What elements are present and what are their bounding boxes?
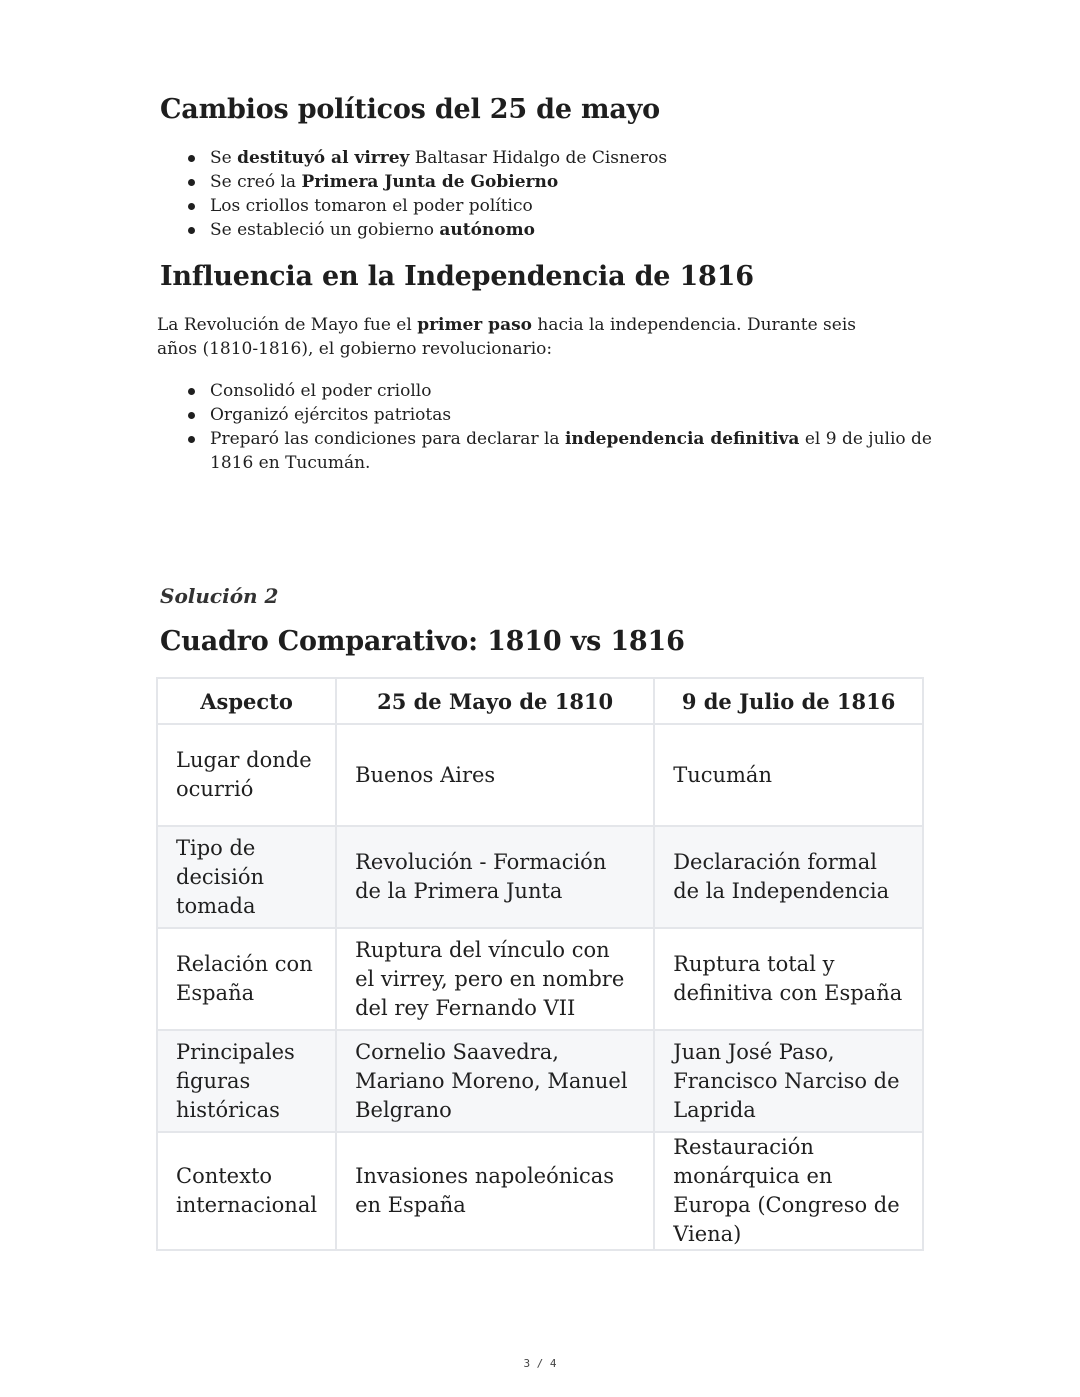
table-cell: Restauración monárquica en Europa (Congreso de Viena) [654,1132,923,1250]
table-cell: Relación con España [157,928,336,1030]
table-cell: Contexto internacional [157,1132,336,1250]
section-heading-cambios: Cambios políticos del 25 de mayo [160,94,660,125]
table-cell: Principales figuras históricas [157,1030,336,1132]
list-item: Organizó ejércitos patriotas [210,403,940,427]
table-row [157,928,923,1030]
column-header: 9 de Julio de 1816 [654,678,923,724]
table-row [157,1030,923,1132]
table-cell: Ruptura total y definitiva con España [654,928,923,1030]
bullet-list-influencia [160,379,940,475]
column-header: Aspecto [157,678,336,724]
table-cell: Tipo de decisión tomada [157,826,336,928]
table-row [157,826,923,928]
table-row [157,1132,923,1250]
table-cell: Juan José Paso, Francisco Narciso de Laprida [654,1030,923,1132]
table-row [157,724,923,826]
table-cell: Revolución - Formación de la Primera Junta [336,826,654,928]
table-heading: Cuadro Comparativo: 1810 vs 1816 [160,626,685,657]
table-cell: Buenos Aires [336,724,654,826]
list-item: Consolidó el poder criollo [210,379,940,403]
bullet-list-cambios [160,146,940,242]
section-heading-influencia: Influencia en la Independencia de 1816 [160,261,754,292]
solution-label: Solución 2 [160,584,279,608]
list-item: Se estableció un gobierno autónomo [210,218,940,242]
list-item: Preparó las condiciones para declarar la independencia definitiva el 9 de julio de 1816 en Tucumán. [210,427,940,475]
table-cell: Lugar donde ocurrió [157,724,336,826]
list-item: Se creó la Primera Junta de Gobierno [210,170,940,194]
table-header-row [157,678,923,724]
table-cell: Cornelio Saavedra, Mariano Moreno, Manuel Belgrano [336,1030,654,1132]
column-header: 25 de Mayo de 1810 [336,678,654,724]
comparison-table [156,677,924,1251]
table-cell: Declaración formal de la Independencia [654,826,923,928]
list-item: Se destituyó al virrey Baltasar Hidalgo de Cisneros [210,146,940,170]
list-item: Los criollos tomaron el poder político [210,194,940,218]
table-cell: Invasiones napoleónicas en España [336,1132,654,1250]
page-number: 3 / 4 [523,1357,557,1370]
table-cell: Ruptura del vínculo con el virrey, pero en nombre del rey Fernando VII [336,928,654,1030]
table-cell: Tucumán [654,724,923,826]
intro-paragraph: La Revolución de Mayo fue el primer paso hacia la independencia. Durante seis años (1810-1816), el gobierno revolucionario: [157,315,857,359]
